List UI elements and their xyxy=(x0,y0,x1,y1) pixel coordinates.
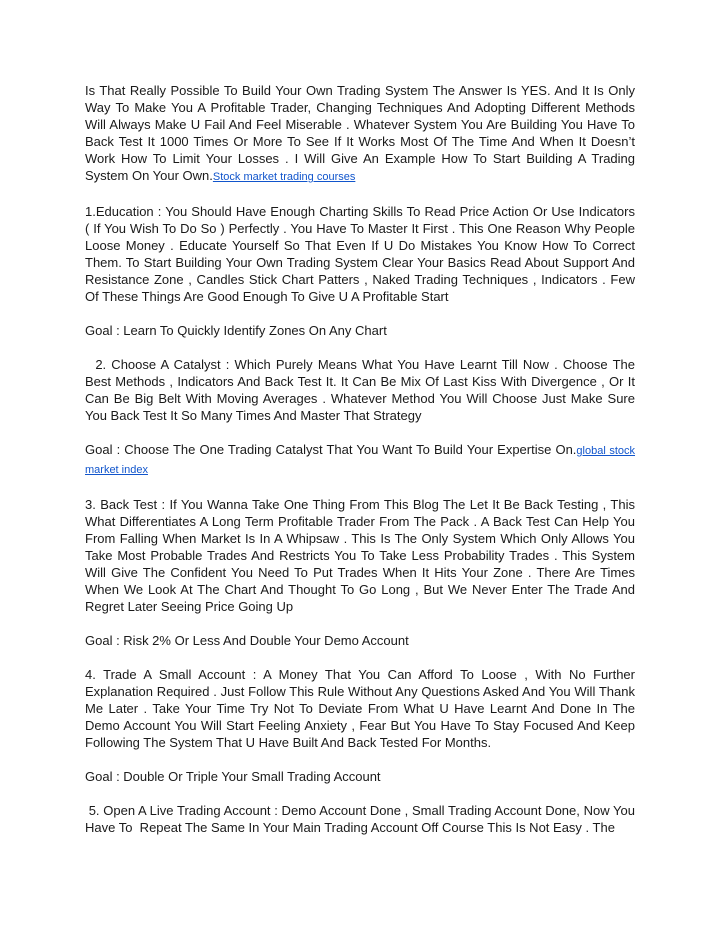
paragraph-intro xyxy=(85,82,635,186)
goal-text: Goal : Double Or Triple Your Small Trading Account xyxy=(85,769,381,784)
paragraph-small-account xyxy=(85,666,635,751)
paragraph-text: 4. Trade A Small Account : A Money That You Can Afford To Loose , With No Further Explanation Required . Just Follow This Rule Without Any Questions Asked And You Will Thank Me Later . Take Your Time Try Not To Deviate From What U Have Learnt And Done In The Demo Account You Will Start Feeling Anxiety , Fear But You Have To Stay Focused And Keep Following The System That U Have Built And Back Tested For Months. xyxy=(85,667,635,750)
paragraph-catalyst xyxy=(85,356,639,424)
stock-market-courses-link[interactable]: Stock market trading courses xyxy=(212,171,356,183)
paragraph-text: Is That Really Possible To Build Your Own Trading System The Answer Is YES. And It Is Only Way To Make You A Profitable Trader, Changing Techniques And Adopting Different Methods Will Always Make U Fail And Feel Miserable . Whatever System You Are Building You Have To Back Test It 1000 Times Or More To See If It Works Most Of The Time And When It Doesn’t Work How To Limit Your Losses . I Will Give An Example How To Start Building A Trading System On Your Own. xyxy=(85,83,635,183)
paragraph-live-account xyxy=(85,802,639,836)
paragraph-text: 2. Choose A Catalyst : Which Purely Means What You Have Learnt Till Now . Choose The Best Methods , Indicators And Back Test It. It Can Be Mix Of Last Kiss With Divergence , Or It Can Be Big Belt With Moving Averages . Whatever Method You Will Choose Just Make Sure You Back Test It So Many Times And Master That Strategy xyxy=(85,357,639,423)
goal-2 xyxy=(85,441,635,479)
paragraph-education xyxy=(85,203,635,305)
paragraph-text: 5. Open A Live Trading Account : Demo Account Done , Small Trading Account Done, Now You Have To Repeat The Same In Your Main Trading Account Off Course This Is Not Easy . The xyxy=(85,803,639,835)
global-stock-market-index-link[interactable]: global stock market index xyxy=(85,445,636,476)
goal-3 xyxy=(85,632,635,649)
goal-text: Goal : Risk 2% Or Less And Double Your Demo Account xyxy=(85,633,409,648)
paragraph-back-test xyxy=(85,496,635,615)
goal-text: Goal : Learn To Quickly Identify Zones On Any Chart xyxy=(85,323,387,338)
goal-text: Goal : Choose The One Trading Catalyst That You Want To Build Your Expertise On. xyxy=(85,442,577,457)
paragraph-text: 1.Education : You Should Have Enough Charting Skills To Read Price Action Or Use Indicators ( If You Wish To Do So ) Perfectly . You Have To Master It First . This One Reason Why People Loose Money . Educate Yourself So That Even If U Do Mistakes You Know How To Correct Them. To Start Building Your Own Trading System Clear Your Basics Read About Support And Resistance Zone , Candles Stick Chart Patters , Naked Trading Techniques , Indicators . Few Of These Things Are Good Enough To Give U A Profitable Start xyxy=(85,204,635,304)
document-body xyxy=(85,82,639,853)
goal-4 xyxy=(85,768,635,785)
goal-1 xyxy=(85,322,635,339)
paragraph-text: 3. Back Test : If You Wanna Take One Thing From This Blog The Let It Be Back Testing , This What Differentiates A Long Term Profitable Trader From The Pack . A Back Test Can Help You From Falling When Market Is In A Whipsaw . This Is The Only System Which Only Allows You Take Most Probable Trades And Restricts You To Take Less Probability Trades . This System Will Give The Confident You Need To Put Trades When It Hits Your Zone . There Are Times When We Look At The Chart And Thought To Go Long , But We Never Enter The Trade And Regret Later Seeing Price Going Up xyxy=(85,497,635,614)
